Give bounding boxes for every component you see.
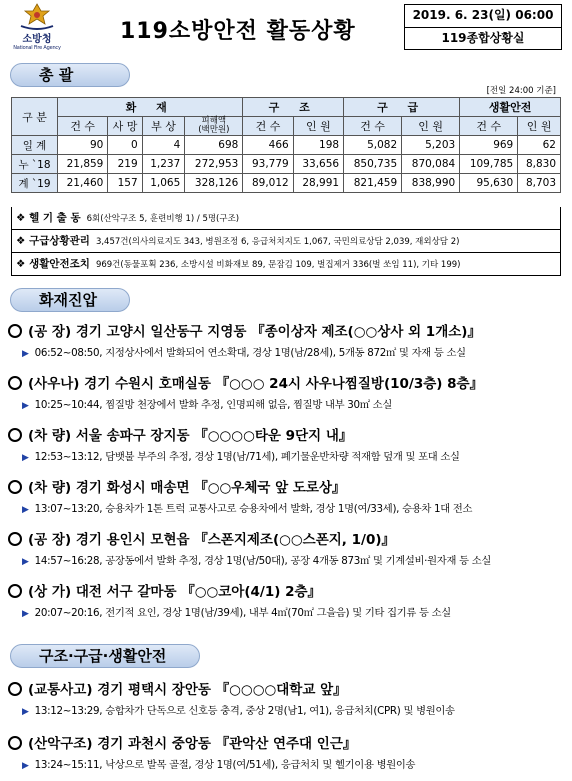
- incident-title-text: (차 량) 서울 송파구 장지동 『○○○○타운 9단지 내』: [28, 428, 353, 444]
- subcol-header: 건 수: [460, 117, 518, 136]
- subcol-header: 인 원: [293, 117, 343, 136]
- incident-detail: [22, 757, 564, 773]
- extra-label: ❖ 생활안전조치: [16, 258, 90, 270]
- incident-item: [8, 530, 564, 569]
- incident-detail-text: 06:52~08:50, 지정상사에서 발화되어 연소확대, 경상 1명(남/28세), 5개동 872㎡ 및 자재 등 소실: [34, 347, 466, 359]
- incident-title: [8, 426, 564, 446]
- row-label: 일 계: [12, 136, 58, 155]
- fire-heading-text: 화재진압: [39, 291, 97, 309]
- subcol-header: 사 망: [108, 117, 142, 136]
- cell: 8,830: [518, 155, 561, 174]
- report-date: 2019. 6. 23(일) 06:00: [412, 8, 554, 22]
- cell: 838,990: [402, 174, 460, 193]
- incident-detail-text: 20:07~20:16, 전기적 요인, 경상 1명(남/39세), 내부 4㎡(70㎡ 그을음) 및 기타 집기류 등 소실: [34, 607, 451, 619]
- incident-title-text: (공 장) 경기 용인시 모현읍 『스폰지제조(○○스폰지, 1/0)』: [28, 532, 396, 548]
- cell: 969: [460, 136, 518, 155]
- cell: 328,126: [185, 174, 243, 193]
- cell: 272,953: [185, 155, 243, 174]
- circle-bullet-icon: [8, 480, 22, 494]
- subcol-header: 인 원: [402, 117, 460, 136]
- table-row: [12, 174, 561, 193]
- group-fire: 화 재: [58, 98, 243, 117]
- triangle-right-icon: ▶: [22, 401, 29, 411]
- subcol-header: 인 원: [518, 117, 561, 136]
- safety-measures-row: [11, 253, 561, 276]
- page-title: 119소방안전 활동상황: [120, 19, 356, 44]
- cell: 0: [108, 136, 142, 155]
- triangle-right-icon: ▶: [22, 609, 29, 619]
- cell: 62: [518, 136, 561, 155]
- cell: 198: [293, 136, 343, 155]
- summary-heading-text: 총 괄: [39, 66, 74, 84]
- nfa-logo: [4, 2, 70, 54]
- triangle-right-icon: ▶: [22, 761, 29, 771]
- incident-detail-text: 13:07~13:20, 승용차가 1톤 트럭 교통사고로 승용차에서 발화, 경상 1명(여/33세), 승용차 1대 전소: [34, 503, 473, 515]
- incident-title-text: (산악구조) 경기 과천시 중앙동 『관악산 연주대 인근』: [28, 736, 357, 752]
- table-row: [12, 155, 561, 174]
- cell: 21,460: [58, 174, 108, 193]
- incident-title: [8, 530, 564, 550]
- circle-bullet-icon: [8, 376, 22, 390]
- group-ems: 구 급: [344, 98, 460, 117]
- cell: 219: [108, 155, 142, 174]
- subcol-header: 부 상: [142, 117, 185, 136]
- incident-detail-text: 13:12~13:29, 승합차가 단독으로 신호등 충격, 중상 2명(남1, 여1), 응급처치(CPR) 및 병원이송: [34, 705, 455, 717]
- cell: 4: [142, 136, 185, 155]
- row-label: 계 `19: [12, 174, 58, 193]
- incident-item: [8, 734, 564, 773]
- incident-item: [8, 478, 564, 517]
- circle-bullet-icon: [8, 532, 22, 546]
- incident-detail-text: 10:25~10:44, 찜질방 천장에서 발화 추정, 인명피해 없음, 찜질방 내부 30㎡ 소실: [34, 399, 392, 411]
- incident-title: [8, 582, 564, 602]
- report-office: 119종합상황실: [405, 27, 561, 49]
- circle-bullet-icon: [8, 682, 22, 696]
- incident-title: [8, 734, 564, 754]
- row-label: 누 `18: [12, 155, 58, 174]
- incident-item: [8, 680, 564, 719]
- subcol-header: 건 수: [344, 117, 402, 136]
- extra-text: 3,457건(의사의료지도 343, 병원조정 6, 응급처치지도 1,067, 국민의료상담 2,039, 재외상담 2): [95, 237, 460, 247]
- org-name-en: National Fire Agency: [13, 45, 61, 51]
- circle-bullet-icon: [8, 428, 22, 442]
- fire-heading: [10, 288, 130, 312]
- document-header: [0, 0, 572, 58]
- circle-bullet-icon: [8, 324, 22, 338]
- summary-table: [11, 97, 561, 193]
- incident-detail: [22, 605, 564, 621]
- table-row: [12, 136, 561, 155]
- incident-detail: [22, 449, 564, 465]
- cell: 870,084: [402, 155, 460, 174]
- cell: 466: [243, 136, 293, 155]
- incident-title-text: (사우나) 경기 수원시 호매실동 『○○○ 24시 사우나찜질방(10/3층) 8층』: [28, 376, 484, 392]
- group-rescue: 구 조: [243, 98, 344, 117]
- incident-title-text: (교통사고) 경기 평택시 장안동 『○○○○대학교 앞』: [28, 682, 347, 698]
- incident-detail: [22, 501, 564, 517]
- incident-item: [8, 426, 564, 465]
- incident-item: [8, 582, 564, 621]
- extra-text: 6회(산악구조 5, 훈련비행 1) / 5명(구조): [86, 214, 240, 224]
- cell: 1,065: [142, 174, 185, 193]
- triangle-right-icon: ▶: [22, 557, 29, 567]
- incident-detail: [22, 703, 564, 719]
- helicopter-row: [11, 207, 561, 230]
- incident-item: [8, 322, 564, 361]
- subcol-header: 건 수: [58, 117, 108, 136]
- incident-title-text: (차 량) 경기 화성시 매송면 『○○우체국 앞 도로상』: [28, 480, 346, 496]
- extra-label: ❖ 헬 기 출 동: [16, 212, 81, 224]
- triangle-right-icon: ▶: [22, 707, 29, 717]
- extra-text: 969건(동물포획 236, 소방시설 비화재보 89, 문잠김 109, 벌집제거 336(벌 쏘임 11), 기타 199): [95, 260, 461, 270]
- triangle-right-icon: ▶: [22, 349, 29, 359]
- cell: 21,859: [58, 155, 108, 174]
- triangle-right-icon: ▶: [22, 453, 29, 463]
- incident-title-text: (공 장) 경기 고양시 일산동구 지영동 『종이상자 제조(○○상사 외 1개소)』: [28, 324, 481, 340]
- cell: 89,012: [243, 174, 293, 193]
- cell: 1,237: [142, 155, 185, 174]
- cell: 821,459: [344, 174, 402, 193]
- extra-label: ❖ 구급상황관리: [16, 235, 90, 247]
- org-name: 소방청: [22, 34, 52, 45]
- incident-detail-text: 14:57~16:28, 공장동에서 발화 추정, 경상 1명(남/50대), 공장 4개동 873㎡ 및 기계설비·원자재 등 소실: [34, 555, 491, 567]
- unit-note: [전일 24:00 기준]: [486, 86, 556, 96]
- incident-detail-text: 13:24~15:11, 낙상으로 발목 골절, 경상 1명(여/51세), 응급처치 및 헬기이용 병원이송: [34, 759, 416, 771]
- cell: 698: [185, 136, 243, 155]
- cell: 850,735: [344, 155, 402, 174]
- cell: 93,779: [243, 155, 293, 174]
- cell: 28,991: [293, 174, 343, 193]
- cell: 109,785: [460, 155, 518, 174]
- incident-detail: [22, 397, 564, 413]
- cell: 5,082: [344, 136, 402, 155]
- cell: 157: [108, 174, 142, 193]
- incident-title-text: (상 가) 대전 서구 갈마동 『○○코아(4/1) 2층』: [28, 584, 322, 600]
- ems-management-row: [11, 230, 561, 253]
- incident-item: [8, 374, 564, 413]
- triangle-right-icon: ▶: [22, 505, 29, 515]
- cell: 8,703: [518, 174, 561, 193]
- incident-title: [8, 322, 564, 342]
- group-safety: 생활안전: [460, 98, 561, 117]
- emblem-icon: [17, 2, 57, 32]
- subcol-header: 건 수: [243, 117, 293, 136]
- incident-detail-text: 12:53~13:12, 담뱃불 부주의 추정, 경상 1명(남/71세), 폐기물운반차량 적재함 덮개 및 포대 소실: [34, 451, 460, 463]
- cell: 90: [58, 136, 108, 155]
- cell: 33,656: [293, 155, 343, 174]
- date-box: [404, 4, 562, 50]
- circle-bullet-icon: [8, 736, 22, 750]
- col-group-label: 구 분: [12, 98, 58, 136]
- subcol-header: 피해액 (백만원): [185, 117, 243, 136]
- summary-heading: [10, 63, 130, 87]
- rescue-heading: [10, 644, 200, 668]
- cell: 5,203: [402, 136, 460, 155]
- incident-detail: [22, 345, 564, 361]
- incident-title: [8, 680, 564, 700]
- cell: 95,630: [460, 174, 518, 193]
- circle-bullet-icon: [8, 584, 22, 598]
- incident-title: [8, 478, 564, 498]
- rescue-heading-text: 구조·구급·생활안전: [39, 647, 167, 665]
- incident-title: [8, 374, 564, 394]
- incident-detail: [22, 553, 564, 569]
